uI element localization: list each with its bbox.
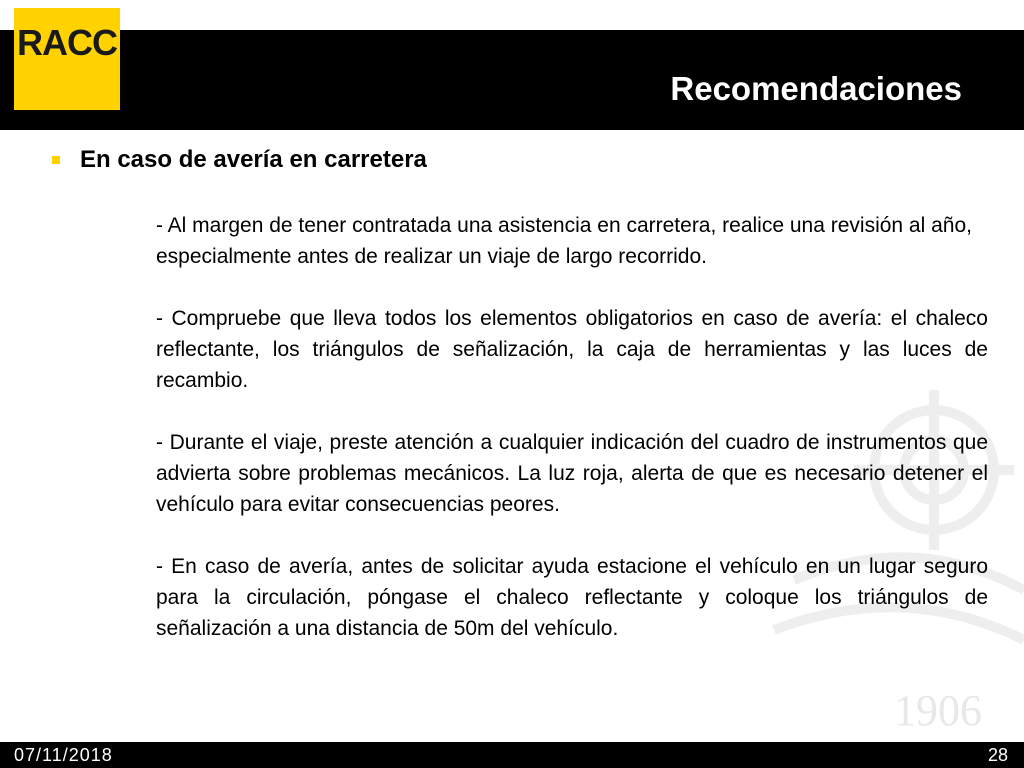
section-heading xyxy=(52,146,427,174)
bullet-square-icon xyxy=(52,156,60,164)
paragraph: - Compruebe que lleva todos los elementos obligatorios en caso de avería: el chaleco reflectante, los triángulos de señalización, la caja de herramientas y las luces de recambio. xyxy=(156,307,988,392)
footer-bar xyxy=(0,742,1024,768)
footer-date: 07/11/2018 xyxy=(14,745,113,765)
paragraph: - Al margen de tener contratada una asistencia en carretera, realice una revisión al año, especialmente antes de realizar un viaje de largo recorrido. xyxy=(156,214,972,268)
paragraph: - En caso de avería, antes de solicitar ayuda estacione el vehículo en un lugar seguro para la circulación, póngase el chaleco reflectante y coloque los triángulos de señalización a una distancia de 50m del vehículo. xyxy=(156,555,988,640)
content-body xyxy=(156,210,988,675)
racc-logo xyxy=(14,8,120,110)
page-number: 28 xyxy=(987,745,1008,765)
paragraph: - Durante el viaje, preste atención a cualquier indicación del cuadro de instrumentos que advierta sobre problemas mecánicos. La luz roja, alerta de que es necesario detener el vehículo para evitar consecuencias peores. xyxy=(156,431,988,516)
slide-title: Recomendaciones xyxy=(670,70,962,107)
watermark-year: 1906 xyxy=(894,686,982,735)
section-subtitle: En caso de avería en carretera xyxy=(80,146,427,173)
logo-text: RACC xyxy=(17,22,117,63)
